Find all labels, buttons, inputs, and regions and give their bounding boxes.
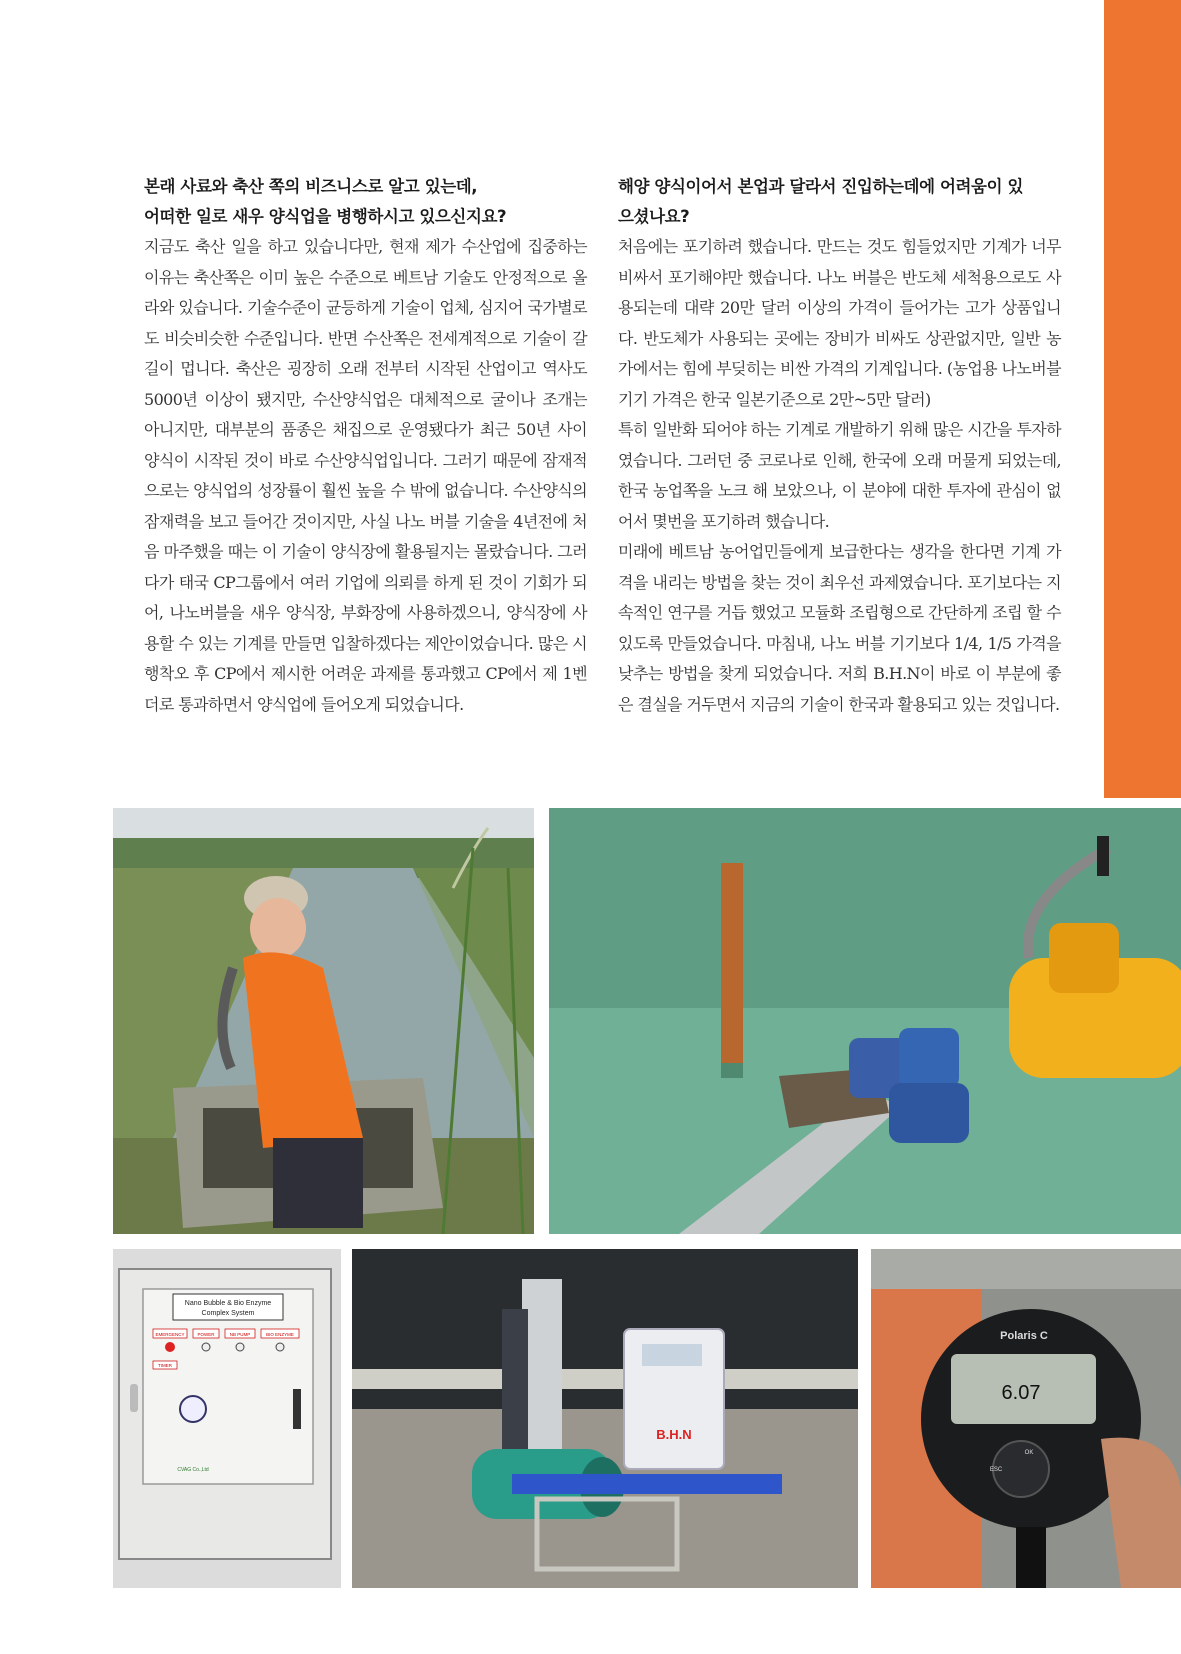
photo-control-panel bbox=[113, 1249, 341, 1588]
right-question bbox=[618, 172, 1061, 232]
left-answer: 지금도 축산 일을 하고 있습니다만, 현재 제가 수산업에 집중하는 이유는 축산쪽은 이미 높은 수준으로 베트남 기술도 안정적으로 올라와 있습니다. 기술수준이 균등하게 기술이 업체, 심지어 국가별로도 비슷비슷한 수준입니다. 반면 수산쪽은 전세계적으로 기술이 갈 길이 멉니다. 축산은 굉장히 오래 전부터 시작된 산업이고 역사도 5000년 이상이 됐지만, 수산양식업은 대체적으로 굴이나 조개는 아니지만, 대부분의 품종은 채집으로 운영됐다가 최근 50년 사이 양식이 시작된 것이 바로 수산양식업입니다. 그러기 때문에 잠재적으로는 양식업의 성장률이 훨씬 높을 수 밖에 없습니다. 수산양식의 잠재력을 보고 들어간 것이지만, 사실 나노 버블 기술을 4년전에 처음 마주했을 때는 이 기술이 양식장에 활용될지는 몰랐습니다. 그러다가 태국 CP그룹에서 여러 기업에 의뢰를 하게 된 것이 기회가 되어, 나노버블을 새우 양식장, 부화장에 사용하겠으니, 양식장에 사용할 수 있는 기계를 만들면 입찰하겠다는 제안이었습니다. 많은 시행착오 후 CP에서 제시한 어려운 과제를 통과했고 CP에서 제 1벤더로 통과하면서 양식업에 들어오게 되었습니다. bbox=[144, 237, 587, 714]
photo-pond-aerator bbox=[549, 808, 1181, 1234]
meter-reading: 6.07 bbox=[1001, 1382, 1041, 1404]
panel-title-line2: Complex System bbox=[201, 1310, 255, 1317]
meter-key-ok: OK bbox=[1024, 1450, 1034, 1456]
photo-handheld-meter bbox=[871, 1249, 1181, 1588]
photo-bhn-machine bbox=[352, 1249, 858, 1588]
panel-btn-bio-enzyme: BIO ENZYME bbox=[266, 1332, 294, 1337]
right-question-line1: 해양 양식이어서 본업과 달라서 진입하는데에 어려움이 있 bbox=[618, 177, 1024, 196]
right-question-line2: 으셨나요? bbox=[618, 207, 690, 226]
left-column bbox=[144, 172, 587, 720]
meter-key-esc: ESC bbox=[989, 1467, 1003, 1473]
panel-title-line1: Nano Bubble & Bio Enzyme bbox=[184, 1300, 272, 1307]
meter-brand: Polaris C bbox=[1000, 1330, 1048, 1342]
photo-man-at-pond bbox=[113, 808, 534, 1234]
right-column bbox=[618, 172, 1061, 720]
left-question-line2: 어떠한 일로 새우 양식업을 병행하시고 있으신지요? bbox=[144, 207, 507, 226]
panel-btn-power: POWER bbox=[197, 1332, 215, 1337]
panel-timer-label: TIMER bbox=[158, 1363, 172, 1368]
left-question bbox=[144, 172, 587, 232]
panel-brand: CVAG Co.,Ltd bbox=[177, 1467, 209, 1473]
right-answer-paragraph-3: 미래에 베트남 농어업민들에게 보급한다는 생각을 한다면 기계 가격을 내리는 방법을 찾는 것이 최우선 과제였습니다. 포기보다는 지속적인 연구를 거듭 했었고 모듈화 조립형으로 간단하게 조립 할 수 있도록 만들었습니다. 마침내, 나노 버블 기기보다 1/4, 1/5 가격을 낮추는 방법을 찾게 되었습니다. 저희 B.H.N이 바로 이 부분에 좋은 결실을 거두면서 지금의 기술이 한국과 활용되고 있는 것입니다. bbox=[618, 542, 1061, 714]
panel-btn-nb-pump: NB PUMP bbox=[229, 1332, 251, 1337]
right-answer-paragraph-1: 처음에는 포기하려 했습니다. 만드는 것도 힘들었지만 기계가 너무 비싸서 포기해야만 했습니다. 나노 버블은 반도체 세척용으로도 사용되는데 대략 20만 달러 이상의 가격이 들어가는 고가 상품입니다. 반도체가 사용되는 곳에는 장비가 비싸도 상관없지만, 일반 농가에서는 힘에 부딪히는 비싼 가격의 기계입니다. (농업용 나노버블기기 가격은 한국 일본기준으로 2만~5만 달러) bbox=[618, 237, 1061, 409]
panel-btn-emergency: EMERGENCY bbox=[155, 1332, 185, 1337]
machine-logo: B.H.N bbox=[656, 1427, 692, 1442]
right-answer-paragraph-2: 특히 일반화 되어야 하는 기계로 개발하기 위해 많은 시간을 투자하였습니다. 그러던 중 코로나로 인해, 한국에 오래 머물게 되었는데, 한국 농업쪽을 노크 해 보았으나, 이 분야에 대한 투자에 관심이 없어서 몇번을 포기하려 했습니다. bbox=[618, 420, 1061, 531]
orange-page-tab bbox=[1104, 0, 1181, 798]
left-question-line1: 본래 사료와 축산 쪽의 비즈니스로 알고 있는데, bbox=[144, 177, 478, 196]
